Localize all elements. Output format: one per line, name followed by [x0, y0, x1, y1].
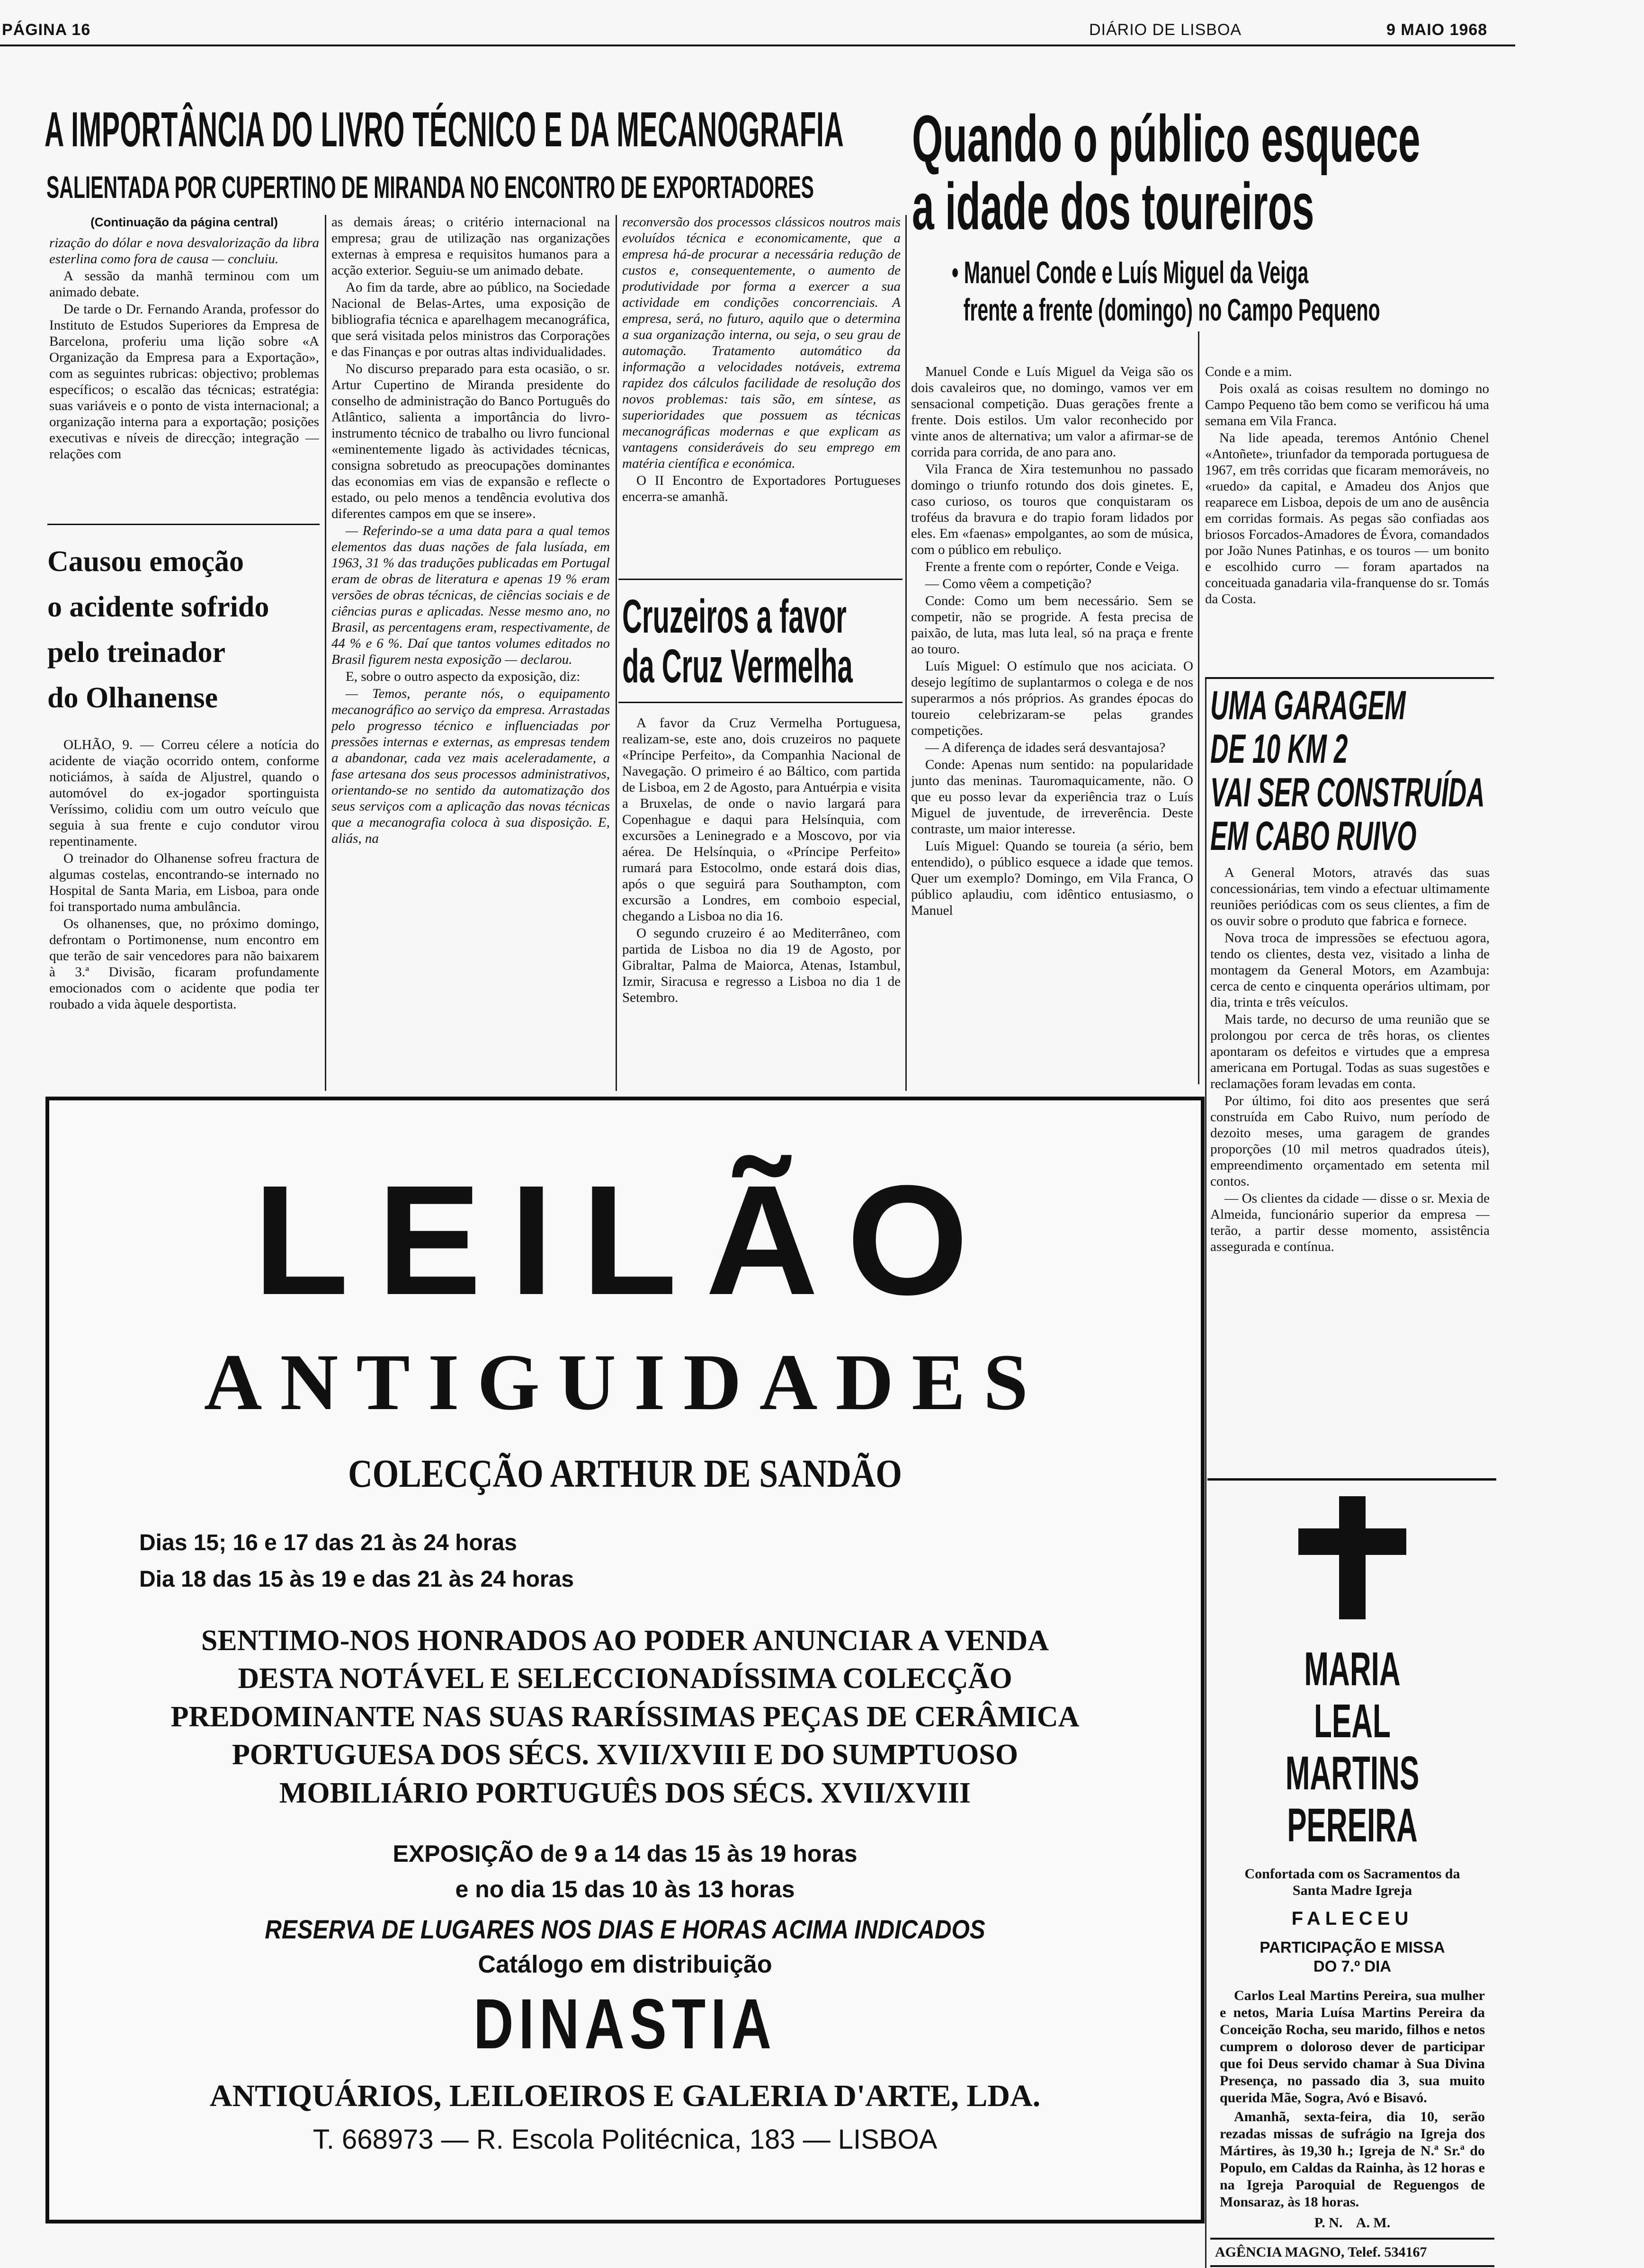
paragraph: No discurso preparado para esta ocasião, o sr. Artur Cupertino de Miranda presidente do conselho de administração do Banco Português do Atlântico, salienta a importância do livro-instrumento técnico de trabalho ou livro funcional «eminentemente ligado às actividades técnicas, consigna sobretudo as preocupações dominantes das economias em vias de expansão e reflecte o estado, ou pelo menos a tendência evolutiva dos diferentes campos em que se insere».	[331, 361, 610, 521]
advert-title: LEILÃO	[253, 1152, 997, 1327]
headline-line: EM CABO RUIVO	[1210, 813, 1417, 859]
paragraph: as demais áreas; o critério internacional na empresa; grau de utilização nas organizações externas à empresa e requisitos humanos para a acção exterior. Seguiu-se um animado debate.	[331, 214, 610, 278]
obituary-body	[1220, 1987, 1485, 2211]
headline-line: a idade dos toureiros	[912, 169, 1314, 243]
advert-body-line: PORTUGUESA DOS SÉCS. XVII/XVIII E DO SUMPTUOSO	[232, 1739, 1019, 1771]
column-rule	[1198, 331, 1199, 1084]
paragraph: De tarde o Dr. Fernando Aranda, professor do Instituto de Estudos Superiores da Empresa de Barcelona, proferiu uma lição sobre «A Organização da Empresa para a Exportação», com as seguintes rubricas: objectivo; problemas específicos; o escalão das técnicas; estratégia: suas variáveis e o ponto de vista internacional; a organização interna para a exportação; posições executivas e níveis de direcção; integração — relações com	[49, 302, 319, 462]
paragraph: Por último, foi dito aos presentes que será construída em Cabo Ruivo, num período de dezoito meses, uma garagem de grandes proporções (10 mil metros quadrados úteis), empreendimento orçamentado em setenta mil contos.	[1210, 1093, 1490, 1189]
main-story-col-2	[331, 214, 610, 1090]
headline-line: UMA GARAGEM	[1210, 683, 1406, 728]
cruzeiros-body	[622, 715, 901, 1094]
header-rule	[0, 45, 1515, 46]
paragraph: Pois oxalá as coisas resultem no domingo no Campo Pequeno tão bem como se verificou há uma semana em Vila Franca.	[1205, 381, 1489, 429]
main-subhead: SALIENTADA POR CUPERTINO DE MIRANDA NO ENCONTRO DE EXPORTADORES	[46, 170, 814, 205]
advert-body-line: SENTIMO-NOS HONRADOS AO PODER ANUNCIAR A VENDA	[201, 1624, 1049, 1657]
headline-line: VAI SER CONSTRUÍDA	[1210, 770, 1485, 816]
obituary-signature: P. N. A. M.	[1314, 2215, 1391, 2231]
cruzeiros-headline	[622, 592, 853, 691]
paragraph: Luís Miguel: Quando se toureia (a sério, bem entendido), o público esquece a idade que temos. Quer um exemplo? Domingo, em Vila Franca, O público aplaudiu, com idêntico entusiasmo, o Manuel	[911, 839, 1193, 918]
column-rule	[905, 215, 907, 1091]
paragraph: O II Encontro de Exportadores Portugueses encerra-se amanhã.	[622, 473, 901, 504]
advert-firm: ANTIQUÁRIOS, LEILOEIROS E GALERIA D'ARTE, LDA.	[209, 2078, 1041, 2113]
olhanense-headline	[47, 539, 322, 721]
paragraph: — Como vêem a competição?	[925, 576, 1092, 591]
advert-dates-1: Dias 15; 16 e 17 das 21 às 24 horas	[139, 1530, 517, 1555]
paragraph: O segundo cruzeiro é ao Mediterrâneo, com partida de Lisboa no dia 19 de Agosto, por Gibraltar, Palma de Maiorca, Atenas, Istambul, Izmir, Siracusa e regresso a Lisboa no dia 1 de Setembro.	[622, 926, 901, 1005]
obituary-faleceu: FALECEU	[1291, 1908, 1413, 1929]
advert-collection: COLECÇÃO ARTHUR DE SANDÃO	[348, 1452, 902, 1496]
paragraph: — Os clientes da cidade — disse o sr. Mexia de Almeida, funcionário superior da empresa — terão, a partir desse momento, assistência assegurada e contínua.	[1210, 1191, 1490, 1254]
subhead-line: • Manuel Conde e Luís Miguel da Veiga	[952, 255, 1309, 290]
headline-line: Cruzeiros a favor	[622, 590, 847, 643]
advert-body	[49, 1622, 1201, 1813]
toureiros-headline	[912, 101, 1421, 243]
obituary	[1210, 1487, 1494, 2260]
advert-dates-2: Dia 18 das 15 às 19 e das 21 às 24 horas	[139, 1566, 574, 1592]
headline-line: do Olhanense	[47, 682, 218, 714]
section-rule	[47, 524, 320, 525]
issue-date: 9 MAIO 1968	[1386, 21, 1488, 39]
section-rule	[618, 702, 902, 703]
paragraph: rização do dólar e nova desvalorização da libra esterlina como fora de causa — concluiu.	[49, 235, 319, 267]
headline-line: Quando o público esquece	[912, 101, 1421, 176]
main-headline: A IMPORTÂNCIA DO LIVRO TÉCNICO E DA MECANOGRAFIA	[45, 102, 844, 157]
paragraph: Na lide apeada, teremos António Chenel «Antoñete», triunfador da temporada portuguesa de 1967, em três corridas que ficaram memoráveis, no «ruedo» da capital, e Amadeu dos Anjos que reaparece em Lisboa, depois de um ano de ausência em corridas formais. As pegas são confiadas aos briosos Forcados-Amadores de Évora, comandados por João Nunes Patinhas, e os touros — um bonito e escolhido curro — foram apartados na conceituada ganadaria vila-franquense do sr. Tomás da Costa.	[1205, 430, 1489, 607]
paragraph: Ao fim da tarde, abre ao público, na Sociedade Nacional de Belas-Artes, uma exposição de bibliografia técnica e aparelhagem mecanográfica, que será visitada pelos ministros das Corporações e das Finanças e por outras altas individualidades.	[331, 280, 610, 359]
section-rule	[618, 579, 902, 580]
paragraph: Conde e a mim.	[1205, 364, 1292, 379]
column-rule	[616, 215, 617, 1091]
deceased-name-line-2: MARTINS PEREIRA	[1285, 1747, 1420, 1852]
paragraph: A sessão da manhã terminou com um animado debate.	[49, 268, 319, 300]
advert-exhibition	[49, 1836, 1201, 1907]
headline-line: o acidente sofrido	[47, 591, 269, 624]
paragraph: Carlos Leal Martins Pereira, sua mulher e netos, Maria Luísa Martins Pereira da Conceição Rocha, seu marido, filhos e netos cumprem o doloroso dever de participar que foi Deus servido chamar à Sua Divina Presença, no passado dia 3, sua muito querida Mãe, Sogra, Avó e Bisavó.	[1220, 1988, 1485, 2106]
paragraph: reconversão dos processos clássicos noutros mais evoluídos técnica e economicamente, que a empresa há-de procurar a necessária redução de custos e, consequentemente, o aumento de produtividade por forma a exercer a sua actividade em condições concorrenciais. A empresa, será, no futuro, aquilo que o determina a sua organização interna, ou seja, o seu grau de automação. Tratamento automático da informação a velocidades notáveis, extrema rapidez dos cálculos facilidade de resolução dos novos problemas: tais são, em síntese, as superioridades que possuem as técnicas mecanográficas modernas e que explicam as vantagens consideráveis do seu emprego em matéria científica e económica.	[622, 214, 901, 471]
continuation-note: (Continuação da página central)	[90, 215, 278, 229]
deceased-name-line-1: MARIA LEAL	[1304, 1643, 1401, 1748]
paragraph: — Temos, perante nós, o equipamento mecanográfico ao serviço da empresa. Arrastadas pelo progresso técnico e influenciadas por pressões internas e externas, as empresas tendem a abandonar, cada vez mais aceleradamente, a fase artesana dos seus processos administrativos, orientando-se no sentido da automatização dos seus serviços com a aplicação das novas técnicas que a mecanografia coloca à sua disposição. E, aliás, na	[331, 686, 610, 846]
page-number: PÁGINA 16	[2, 21, 91, 39]
headline-line: DE 10 KM 2	[1210, 726, 1348, 772]
subhead-line: frente a frente (domingo) no Campo Pequeno	[963, 292, 1380, 328]
paragraph: A General Motors, através das suas concessionárias, tem vindo a efectuar ultimamente reuniões periódicas com os seus clientes, a fim de os ouvir sobre o produto que fabrica e fornece.	[1210, 865, 1490, 929]
column-rule	[1205, 677, 1206, 2268]
paragraph: Mais tarde, no decurso de uma reunião que se prolongou por cerca de três horas, os clientes apontaram os defeitos e virtudes que a empresa americana em Portugal. Todas as suas sugestões e reclamações foram levadas em conta.	[1210, 1012, 1490, 1091]
funeral-agency: AGÊNCIA MAGNO, Telef. 534167	[1215, 2244, 1427, 2260]
paragraph: A favor da Cruz Vermelha Portuguesa, realizam-se, este ano, dois cruzeiros no paquete «Príncipe Perfeito», da Companhia Nacional de Navegação. O primeiro é ao Báltico, com partida de Lisboa, em 2 de Agosto, para Antuérpia e visita a Bruxelas, de onde o navio largará para Copenhague e daqui para Helsínquia, com excursões a Leninegrado e a Moscovo, por via aérea. De Helsínquia, o «Príncipe Perfeito» rumará para Estocolmo, onde estará dois dias, após o que seguirá para Southampton, com excursão a Londres, em comboio especial, chegando a Lisboa no dia 16.	[622, 715, 901, 924]
headline-line: da Cruz Vermelha	[622, 640, 853, 693]
headline-line: Causou emoção	[47, 545, 244, 578]
advert-catalog: Catálogo em distribuição	[478, 1950, 772, 1978]
paragraph: E, sobre o outro aspecto da exposição, diz:	[346, 669, 581, 684]
obituary-participation: PARTICIPAÇÃO E MISSA DO 7.º DIA	[1260, 1938, 1445, 1975]
section-rule	[1205, 677, 1494, 679]
advert-subtitle: ANTIGUIDADES	[204, 1338, 1046, 1427]
advert-body-line: PREDOMINANTE NAS SUAS RARÍSSIMAS PEÇAS DE CERÂMICA	[170, 1700, 1080, 1733]
paragraph: Amanhã, sexta-feira, dia 10, serão rezadas missas de sufrágio na Igreja dos Mártires, às 19,30 h.; Igreja de N.ª Sr.ª do Populo, em Caldas da Rainha, às 12 horas e na Igreja Paroquial de Reguengos de Monsaraz, às 18 horas.	[1220, 2109, 1485, 2210]
headline-line: pelo treinador	[47, 636, 225, 669]
obituary-comfort: Confortada com os Sacramentos da Santa Madre Igreja	[1244, 1866, 1460, 1898]
paragraph: Manuel Conde e Luís Miguel da Veiga são os dois cavaleiros que, no domingo, vamos ver em sensacional competição. Duas gerações frente a frente. Dois estilos. Um valor reconhecido por vinte anos de alternativa; um valor a afirmar-se de corrida para corrida, de ano para ano.	[911, 364, 1193, 460]
advert-body-line: MOBILIÁRIO PORTUGUÊS DOS SÉCS. XVII/XVIII	[279, 1777, 971, 1809]
paragraph: Vila Franca de Xira testemunhou no passado domingo o triunfo rotundo dos dois ginetes. E, caso curioso, os touros que conquistaram os troféus da bravura e do trapio foram lidados por eles. Em «faenas» empolgantes, ao som de música, com o público em rebuliço.	[911, 462, 1193, 557]
paragraph: Os olhanenses, que, no próximo domingo, defrontam o Portimonense, num encontro em que terão de sair vencedores para não baixarem à 3.ª Divisão, ficaram profundamente emocionados com o acidente que podia ter roubado a vida àquele desportista.	[49, 916, 319, 1012]
main-story-col-1	[49, 214, 319, 517]
advert-address: T. 668973 — R. Escola Politécnica, 183 — LISBOA	[313, 2124, 938, 2155]
garagem-headline	[1210, 684, 1485, 858]
advert-reservation: RESERVA DE LUGARES NOS DIAS E HORAS ACIMA INDICADOS	[265, 1914, 985, 1944]
paragraph: Conde: Apenas num sentido: na popularidade junto das meninas. Tauromaquicamente, não. O que eu posso levar da experiência traz o Luís Miguel de juventude, de irreverência. Deste contraste, um maior interesse.	[911, 757, 1193, 837]
toureiros-col-1	[911, 364, 1193, 1093]
paragraph: — Referindo-se a uma data para a qual temos elementos das duas nações de fala lusíada, em 1963, 31 % das traduções publicadas em Portugal eram de obras de literatura e apenas 19 % eram versões de obras técnicas, de ciências sociais e de ciências puras e aplicadas. Nesse mesmo ano, no Brasil, as percentagens eram, respectivamente, de 44 % e 6 %. Daí que tantos volumes editados no Brasil figurem nesta exposição — declarou.	[331, 523, 610, 667]
newspaper-name: DIÁRIO DE LISBOA	[1089, 21, 1242, 39]
paragraph: Frente a frente com o repórter, Conde e Veiga.	[925, 559, 1179, 574]
paragraph: OLHÃO, 9. — Correu célere a notícia do acidente de viação ocorrido ontem, conforme noticiámos, à saída de Aljustrel, quando o automóvel do ex-jogador sportinguista Veríssimo, colidiu com um outro veículo que seguia à sua frente e cujo condutor virou repentinamente.	[49, 737, 319, 849]
toureiros-col-2	[1205, 364, 1489, 676]
paragraph: Conde: Como um bem necessário. Sem se competir, não se progride. A festa precisa de paixão, de luta, mas luta leal, só na praça e frente ao touro.	[911, 593, 1193, 657]
latin-cross-icon	[1210, 1487, 1494, 1629]
paragraph: Luís Miguel: O estímulo que nos aciciata. O desejo legítimo de suplantarmos o colega e de nos superarmos a nós próprios. As grandes épocas do toureio celebrizaram-se pelas grandes competições.	[911, 659, 1193, 738]
toureiros-subhead	[952, 254, 1380, 329]
advert-body-line: DESTA NOTÁVEL E SELECCIONADÍSSIMA COLECÇÃO	[238, 1662, 1012, 1695]
advert-brand: DINASTIA	[474, 1983, 777, 2063]
advert-expo-line: e no dia 15 das 10 às 13 horas	[455, 1875, 795, 1902]
olhanense-body	[49, 737, 319, 1092]
paragraph: — A diferença de idades será desvantajosa?	[925, 740, 1166, 755]
section-rule	[1207, 1478, 1496, 1481]
advert-expo-line: EXPOSIÇÃO de 9 a 14 das 15 às 19 horas	[393, 1840, 858, 1867]
paragraph: Nova troca de impressões se efectuou agora, tendo os clientes, desta vez, visitado a linha de montagem da General Motors, em Azambuja: cerca de cento e cinquenta operários ultimam, por dia, trinta e três veículos.	[1210, 930, 1490, 1010]
main-story-col-3	[622, 214, 901, 574]
column-rule	[325, 215, 326, 1091]
garagem-body	[1210, 865, 1490, 1480]
paragraph: O treinador do Olhanense sofreu fractura de algumas costelas, encontrando-se internado no Hospital de Santa Maria, em Lisboa, para onde foi transportado numa ambulância.	[49, 851, 319, 914]
auction-advert	[45, 1097, 1205, 2223]
